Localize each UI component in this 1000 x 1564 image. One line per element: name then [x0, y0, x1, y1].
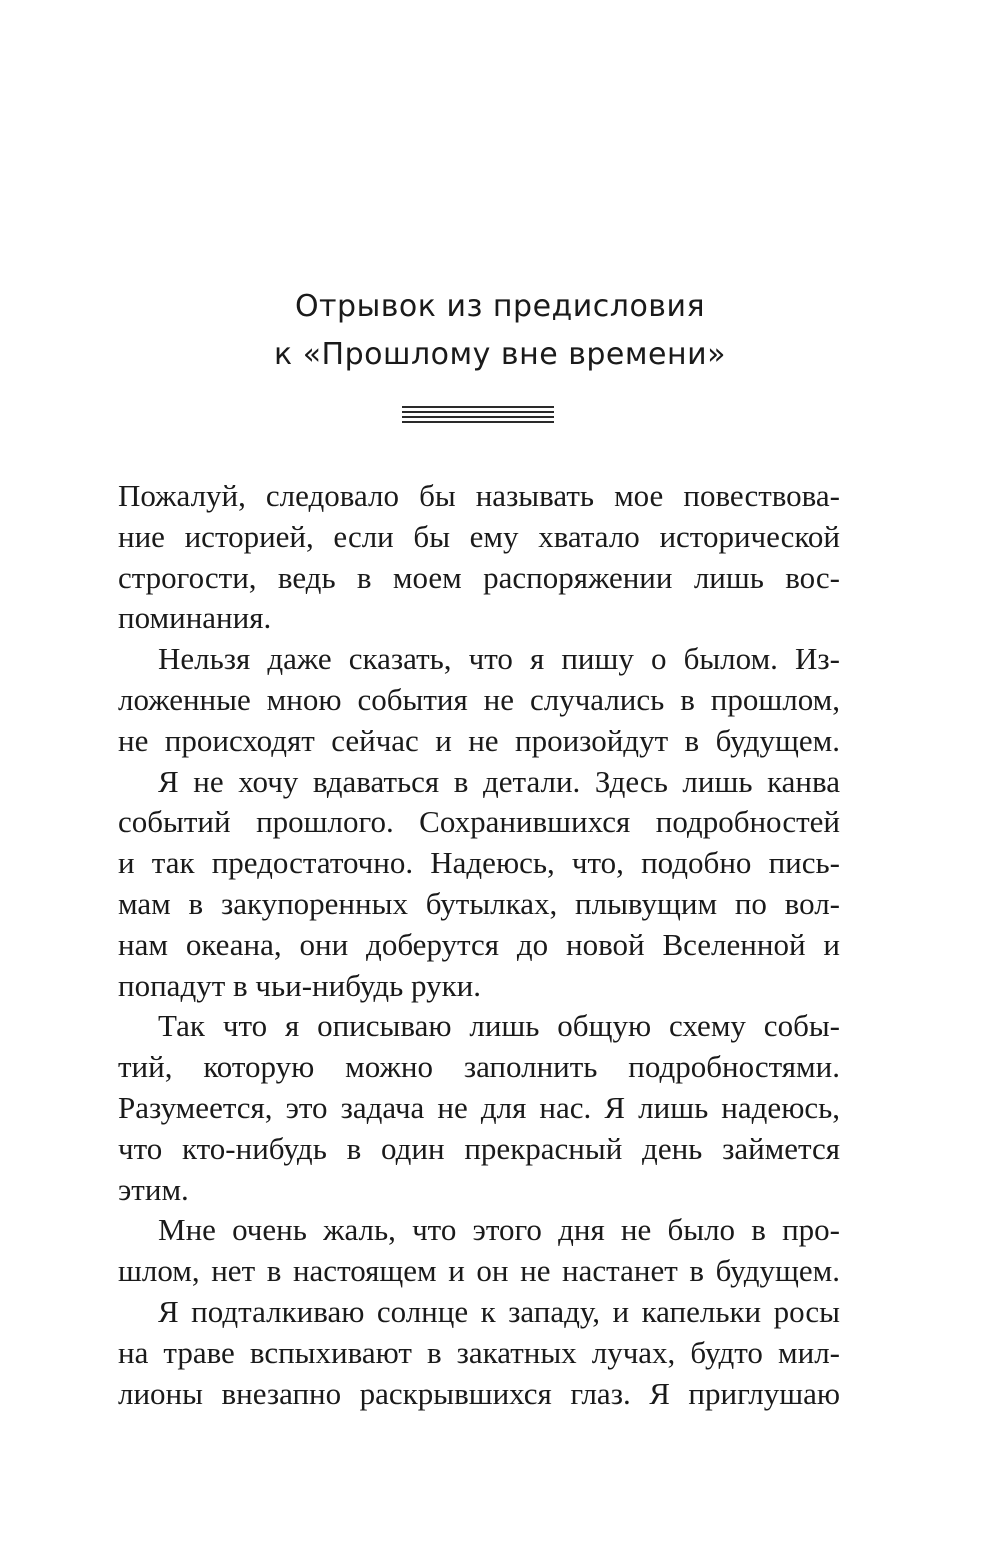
text-line: Мне очень жаль, что этого дня не было в про- [158, 1212, 840, 1248]
text-line: событий прошлого. Сохранившихся подробностей [118, 804, 840, 840]
text-line: Я не хочу вдаваться в детали. Здесь лишь канва [158, 763, 840, 799]
text-line: строгости, ведь в моем распоряжении лишь вос- [118, 559, 840, 595]
text-line: ложенные мною события не случались в прошлом, [118, 681, 840, 717]
text-line: что кто-нибудь в один прекрасный день займется [118, 1130, 840, 1166]
text-line: Пожалуй, следовало бы называть мое повествова- [118, 478, 840, 513]
text-line: лионы внезапно раскрывшихся глаз. Я приглушаю [118, 1375, 840, 1411]
chapter-heading [0, 283, 1000, 379]
body-text [118, 476, 840, 1414]
text-line: Так что я описываю лишь общую схему собы- [158, 1008, 840, 1044]
text-line: ние историей, если бы ему хватало исторической [118, 518, 840, 554]
text-line: Нельзя даже сказать, что я пишу о былом. Из- [158, 641, 840, 677]
paragraph [118, 1292, 840, 1414]
text-line: нам океана, они доберутся до новой Вселенной и [118, 926, 840, 962]
text-line: поминания. [118, 600, 272, 636]
text-line: и так предостаточно. Надеюсь, что, подобно пись- [118, 845, 840, 881]
paragraph [118, 476, 840, 639]
paragraph [118, 1006, 840, 1210]
text-line: тий, которую можно заполнить подробностями. [118, 1049, 840, 1085]
heading-divider-ornament [402, 406, 554, 428]
paragraph [118, 639, 840, 761]
text-line: Я подталкиваю солнце к западу, и капельки росы [158, 1293, 840, 1329]
text-line: этим. [118, 1171, 189, 1207]
text-line: на траве вспыхивают в закатных лучах, будто мил- [118, 1334, 840, 1370]
text-line: попадут в чьи-нибудь руки. [118, 967, 482, 1003]
text-line: Разумеется, это задача не для нас. Я лишь надеюсь, [118, 1089, 840, 1125]
paragraph [118, 1210, 840, 1292]
text-line: мам в закупоренных бутылках, плывущим по вол- [118, 885, 840, 921]
heading-line-2: к «Прошлому вне времени» [274, 337, 726, 372]
paragraph [118, 762, 840, 1007]
text-line: шлом, нет в настоящем и он не настанет в будущем. [118, 1253, 840, 1289]
text-line: не происходят сейчас и не произойдут в будущем. [118, 722, 840, 758]
heading-line-1: Отрывок из предисловия [294, 289, 706, 324]
